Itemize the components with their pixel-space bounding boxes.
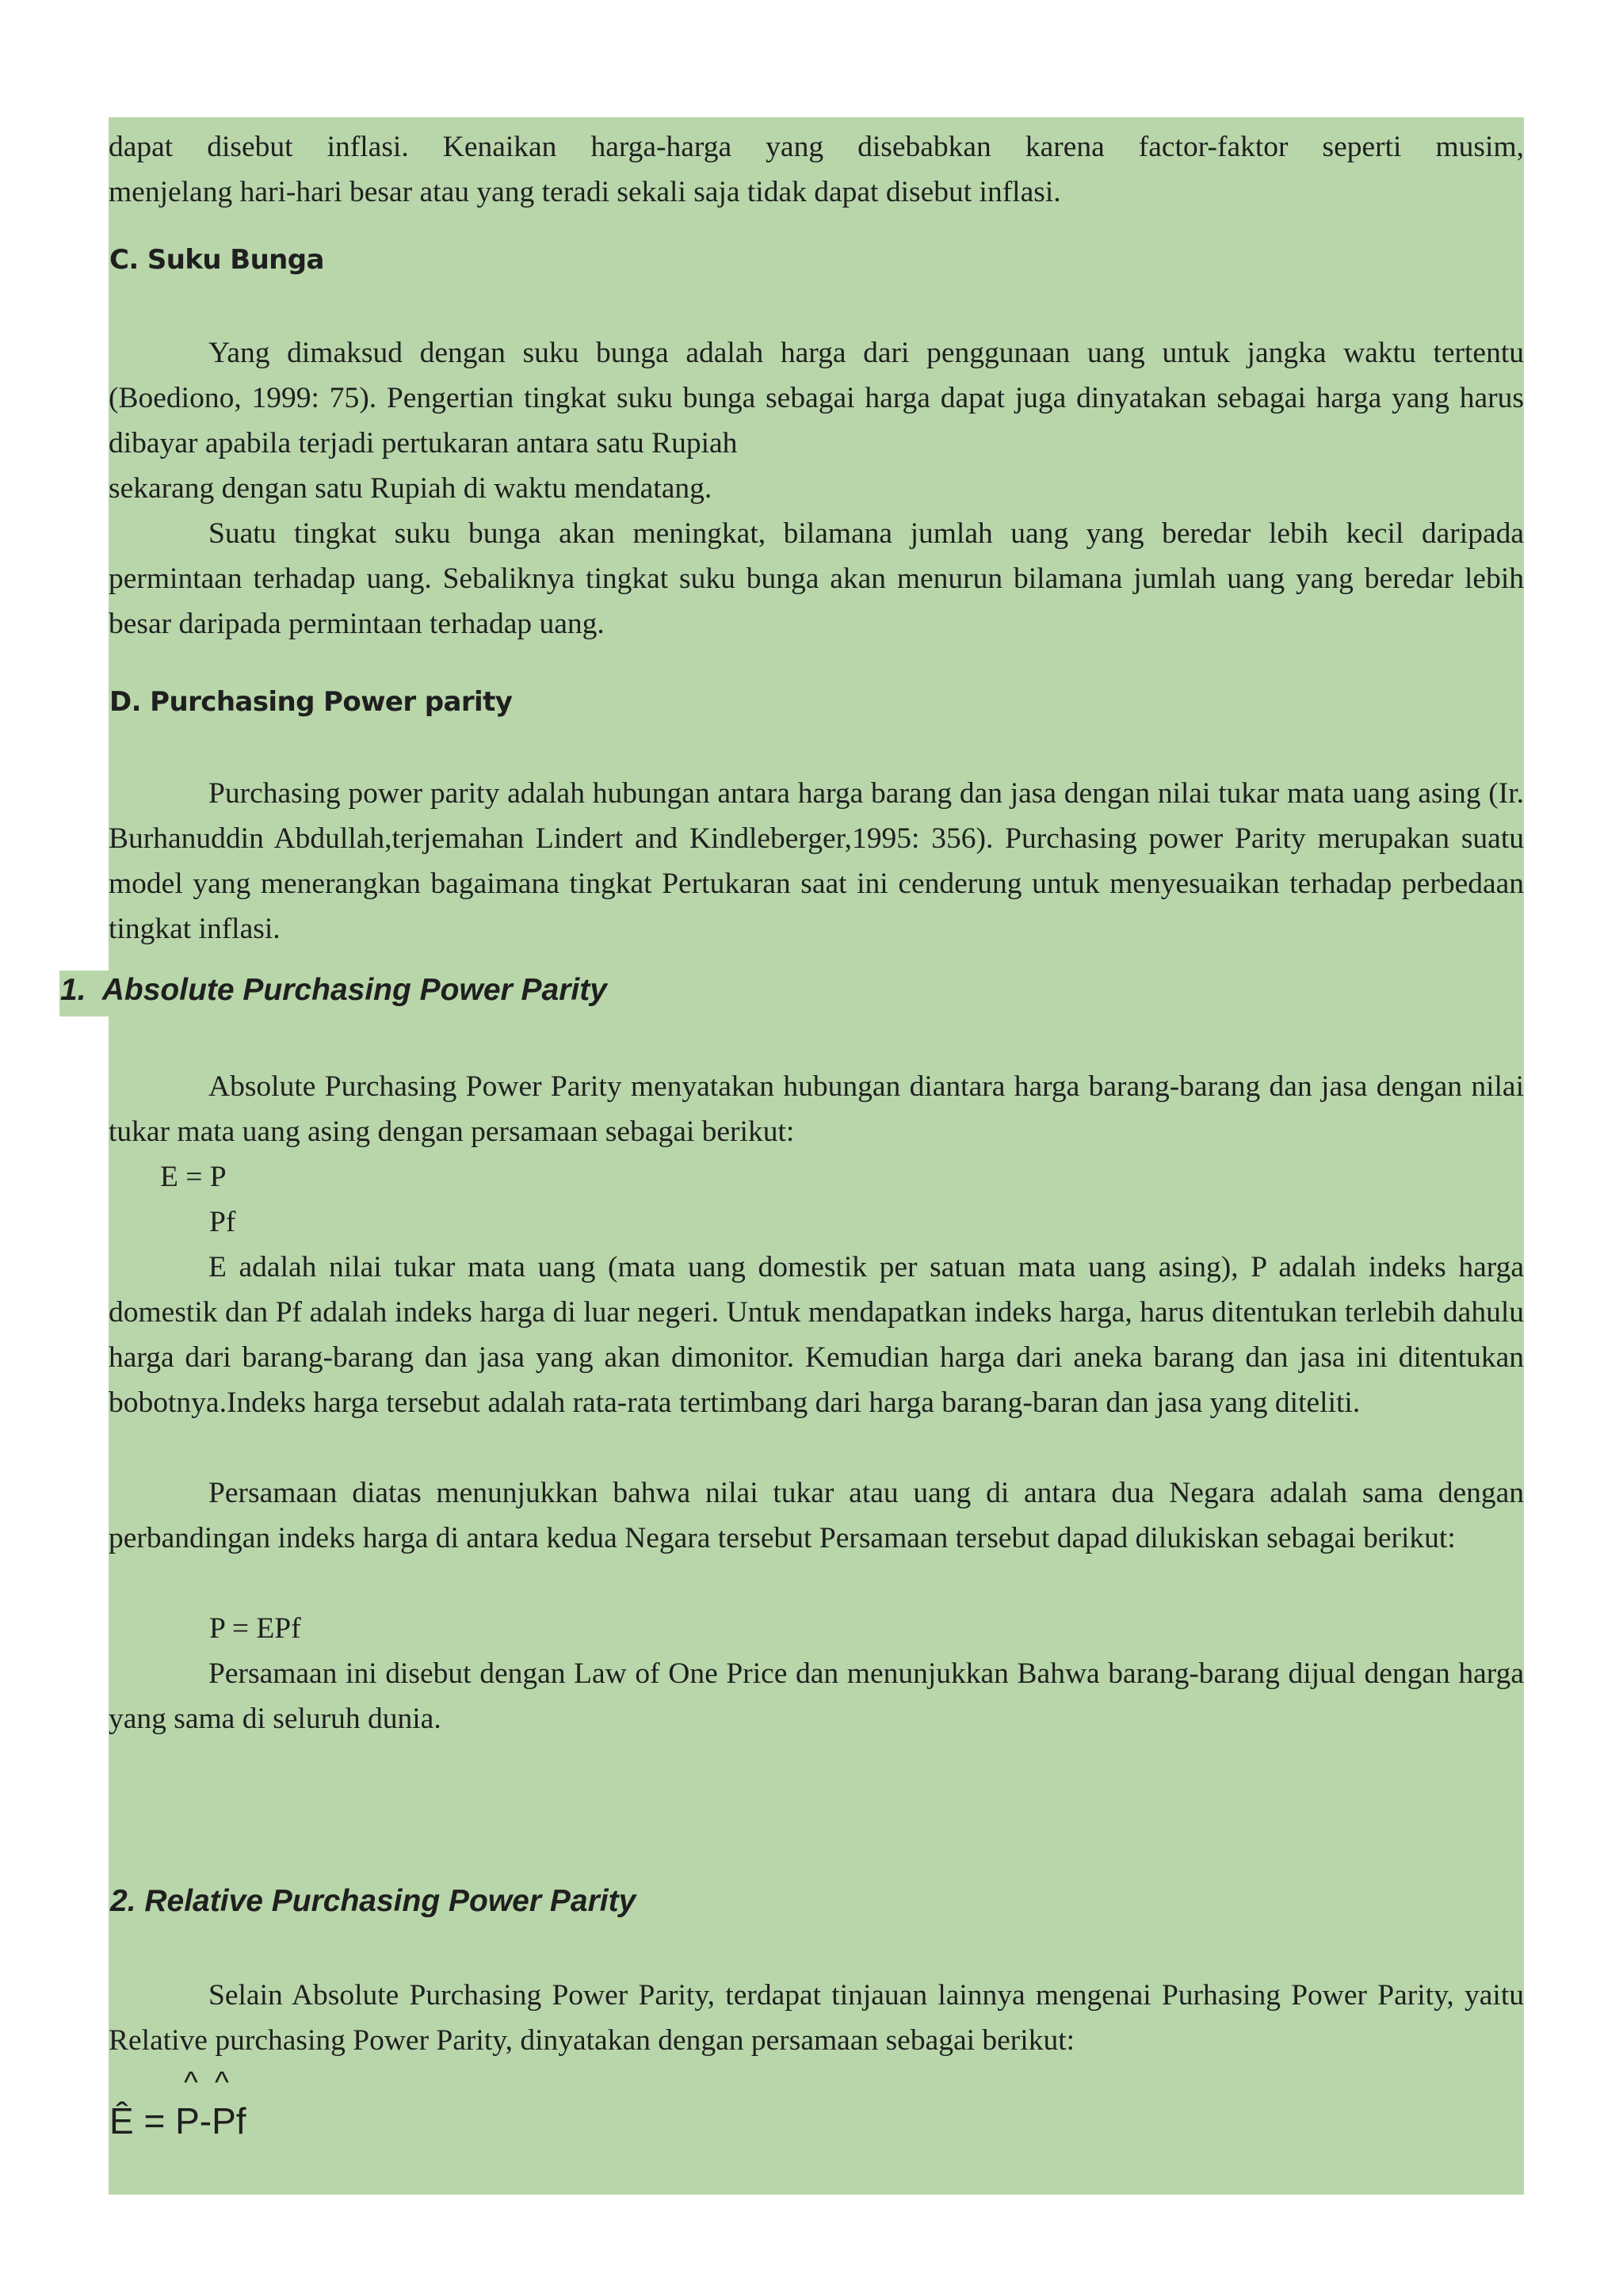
- paragraph-line: sekarang dengan satu Rupiah di waktu mendatang.: [109, 472, 712, 505]
- paragraph-suku-bunga: Yang dimaksud dengan suku bunga adalah harga dari penggunaan uang untuk jangka waktu tertentu (Boediono, 1999: 75). Pengertian tingkat suku bunga sebagai harga dapat juga dinyatakan sebagai harga yang harus dibayar apabila terjadi pertukaran antara satu Rupiah: [109, 337, 1524, 460]
- paragraph-suku-bunga-2: Suatu tingkat suku bunga akan meningkat, bilamana jumlah uang yang beredar lebih kecil daripada permintaan terhadap uang. Sebaliknya tingkat suku bunga akan menurun bilamana jumlah uang yang beredar lebih besar daripada permintaan terhadap uang.: [109, 517, 1524, 640]
- paragraph-absolute-ppp: Absolute Purchasing Power Parity menyatakan hubungan diantara harga barang-barang dan jasa dengan nilai tukar mata uang asing dengan persamaan sebagai berikut:: [109, 1070, 1524, 1148]
- paragraph-persamaan: Persamaan diatas menunjukkan bahwa nilai tukar atau uang di antara dua Negara adalah sama dengan perbandingan indeks harga di antara kedua Negara tersebut Persamaan tersebut dapad dilukiskan sebagai berikut:: [109, 1477, 1524, 1554]
- paragraph-law-of-one-price: Persamaan ini disebut dengan Law of One Price dan menunjukkan Bahwa barang-barang dijual dengan harga yang sama di seluruh dunia.: [109, 1657, 1524, 1735]
- paragraph-e-definition: E adalah nilai tukar mata uang (mata uang domestik per satuan mata uang asing), P adalah indeks harga domestik dan Pf adalah indeks harga di luar negeri. Untuk mendapatkan indeks harga, harus ditentukan terlebih dahulu harga dari barang-barang dan jasa yang akan dimonitor. Kemudian harga dari aneka barang dan jasa ini ditentukan bobotnya.Indeks harga tersebut adalah rata-rata tertimbang dari harga barang-baran dan jasa yang diteliti.: [109, 1251, 1524, 1419]
- subheading-absolute-ppp: 1. Absolute Purchasing Power Parity: [60, 973, 607, 1007]
- paragraph-line: menjelang hari-hari besar atau yang teradi sekali saja tidak dapat disebut inflasi.: [109, 176, 1061, 208]
- paragraph-line: dapat disebut inflasi. Kenaikan harga-harga yang disebabkan karena factor-faktor seperti musim,: [109, 131, 1524, 163]
- equation-p-epf: P = EPf: [209, 1612, 301, 1645]
- paragraph-ppp: Purchasing power parity adalah hubungan antara harga barang dan jasa dengan nilai tukar mata uang asing (Ir. Burhanuddin Abdullah,terjemahan Lindert and Kindleberger,1995: 356). Purchasing power Parity merupakan suatu model yang menerangkan bagaimana tingkat Pertukaran saat ini cenderung untuk menyesuaikan terhadap perbedaan tingkat inflasi.: [109, 777, 1524, 945]
- section-heading-d: D. Purchasing Power parity: [109, 686, 513, 718]
- subheading-relative-ppp: 2. Relative Purchasing Power Parity: [110, 1884, 636, 1918]
- equation-e-numerator: E = P: [160, 1161, 227, 1193]
- equation-e-denominator: Pf: [209, 1206, 236, 1238]
- section-heading-c: C. Suku Bunga: [109, 244, 324, 276]
- paragraph-relative-ppp: Selain Absolute Purchasing Power Parity, terdapat tinjauan lainnya mengenai Purhasing Power Parity, yaitu Relative purchasing Power Parity, dinyatakan dengan persamaan sebagai berikut:: [109, 1979, 1524, 2057]
- equation-hat-marks: ^ ^: [184, 2066, 229, 2100]
- equation-relative-ppp: Ê = P-Pf: [109, 2100, 246, 2142]
